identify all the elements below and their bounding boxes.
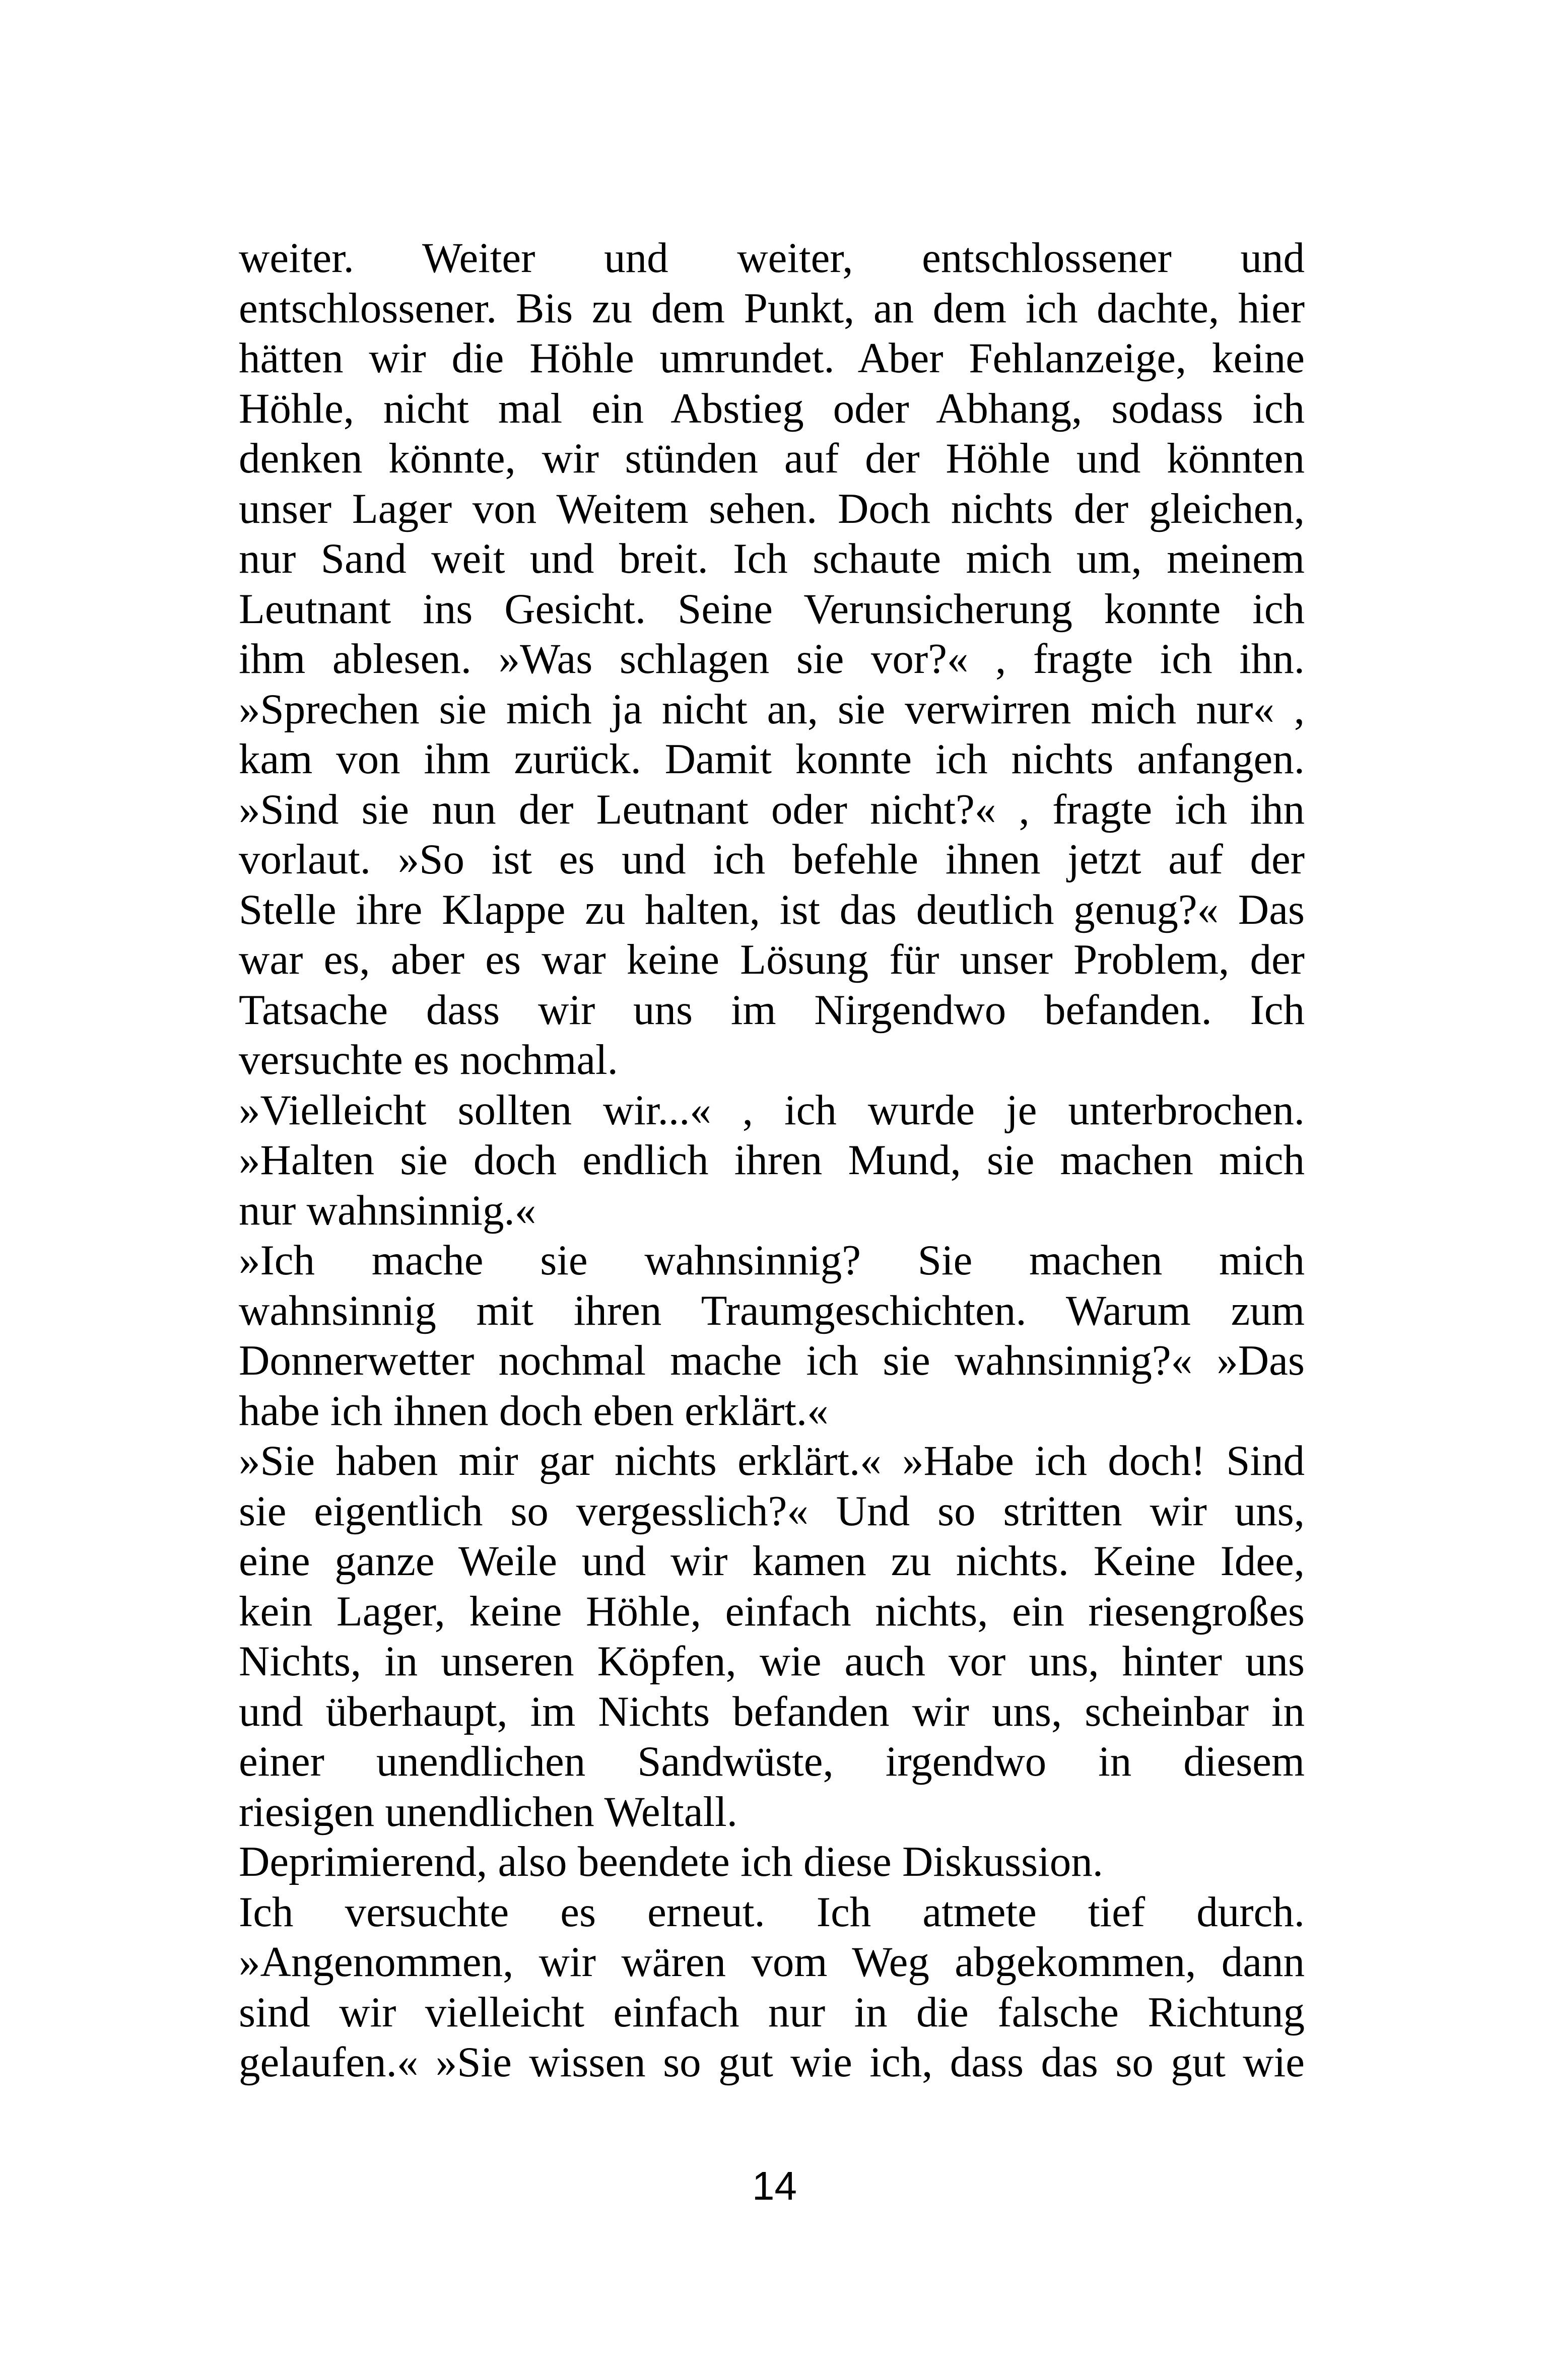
text-line: Donnerwetter nochmal mache ich sie wahnsinnig?« »Das: [239, 1337, 1305, 1384]
text-line: war es, aber es war keine Lösung für unser Problem, der: [239, 936, 1305, 983]
text-line: wahnsinnig mit ihren Traumgeschichten. Warum zum: [239, 1286, 1305, 1334]
text-line: »Sie haben mir gar nichts erklärt.« »Habe ich doch! Sind: [239, 1437, 1305, 1484]
text-line: nur wahnsinnig.«: [239, 1186, 536, 1234]
text-line: einer unendlichen Sandwüste, irgendwo in diesem: [239, 1738, 1305, 1785]
text-line: Tatsache dass wir uns im Nirgendwo befanden. Ich: [239, 986, 1305, 1034]
text-line: Ich versuchte es erneut. Ich atmete tief durch.: [239, 1888, 1305, 1936]
text-line: Deprimierend, also beendete ich diese Diskussion.: [239, 1838, 1104, 1885]
text-line: Stelle ihre Klappe zu halten, ist das deutlich genug?« Das: [239, 886, 1305, 933]
text-line: Nichts, in unseren Köpfen, wie auch vor uns, hinter uns: [239, 1638, 1305, 1685]
text-line: ihm ablesen. »Was schlagen sie vor?« , fragte ich ihn.: [239, 635, 1305, 683]
text-line: kein Lager, keine Höhle, einfach nichts, ein riesengroßes: [239, 1587, 1305, 1635]
text-line: nur Sand weit und breit. Ich schaute mich um, meinem: [239, 535, 1305, 582]
text-line: versuchte es nochmal.: [239, 1036, 618, 1083]
text-line: »Angenommen, wir wären vom Weg abgekommen, dann: [239, 1938, 1305, 1986]
text-line: »Sprechen sie mich ja nicht an, sie verwirren mich nur« ,: [239, 685, 1305, 733]
text-line: weiter. Weiter und weiter, entschlossener und: [239, 234, 1305, 282]
text-line: Leutnant ins Gesicht. Seine Verunsicherung konnte ich: [239, 585, 1305, 633]
text-line: sind wir vielleicht einfach nur in die falsche Richtung: [239, 1988, 1305, 2036]
text-line: entschlossener. Bis zu dem Punkt, an dem ich dachte, hier: [239, 284, 1305, 332]
text-line: »Vielleicht sollten wir...« , ich wurde je unterbrochen.: [239, 1086, 1305, 1134]
text-line: »Ich mache sie wahnsinnig? Sie machen mich: [239, 1237, 1305, 1284]
text-line: habe ich ihnen doch eben erklärt.«: [239, 1387, 829, 1435]
text-line: denken könnte, wir stünden auf der Höhle und könnten: [239, 435, 1305, 482]
text-line: gelaufen.« »Sie wissen so gut wie ich, dass das so gut wie: [239, 2038, 1305, 2086]
text-line: und überhaupt, im Nichts befanden wir uns, scheinbar in: [239, 1687, 1305, 1735]
text-line: »Halten sie doch endlich ihren Mund, sie machen mich: [239, 1136, 1305, 1184]
text-line: sie eigentlich so vergesslich?« Und so stritten wir uns,: [239, 1487, 1305, 1535]
text-line: hätten wir die Höhle umrundet. Aber Fehlanzeige, keine: [239, 334, 1305, 382]
text-line: vorlaut. »So ist es und ich befehle ihnen jetzt auf der: [239, 836, 1305, 883]
page-number: 14: [752, 2163, 797, 2208]
text-line: Höhle, nicht mal ein Abstieg oder Abhang, sodass ich: [239, 384, 1305, 432]
text-line: »Sind sie nun der Leutnant oder nicht?« , fragte ich ihn: [239, 785, 1305, 833]
text-line: riesigen unendlichen Weltall.: [239, 1788, 738, 1835]
text-line: unser Lager von Weitem sehen. Doch nichts der gleichen,: [239, 485, 1305, 532]
text-line: kam von ihm zurück. Damit konnte ich nichts anfangen.: [239, 735, 1305, 783]
text-line: eine ganze Weile und wir kamen zu nichts. Keine Idee,: [239, 1537, 1305, 1585]
body-text: [239, 233, 1305, 2088]
